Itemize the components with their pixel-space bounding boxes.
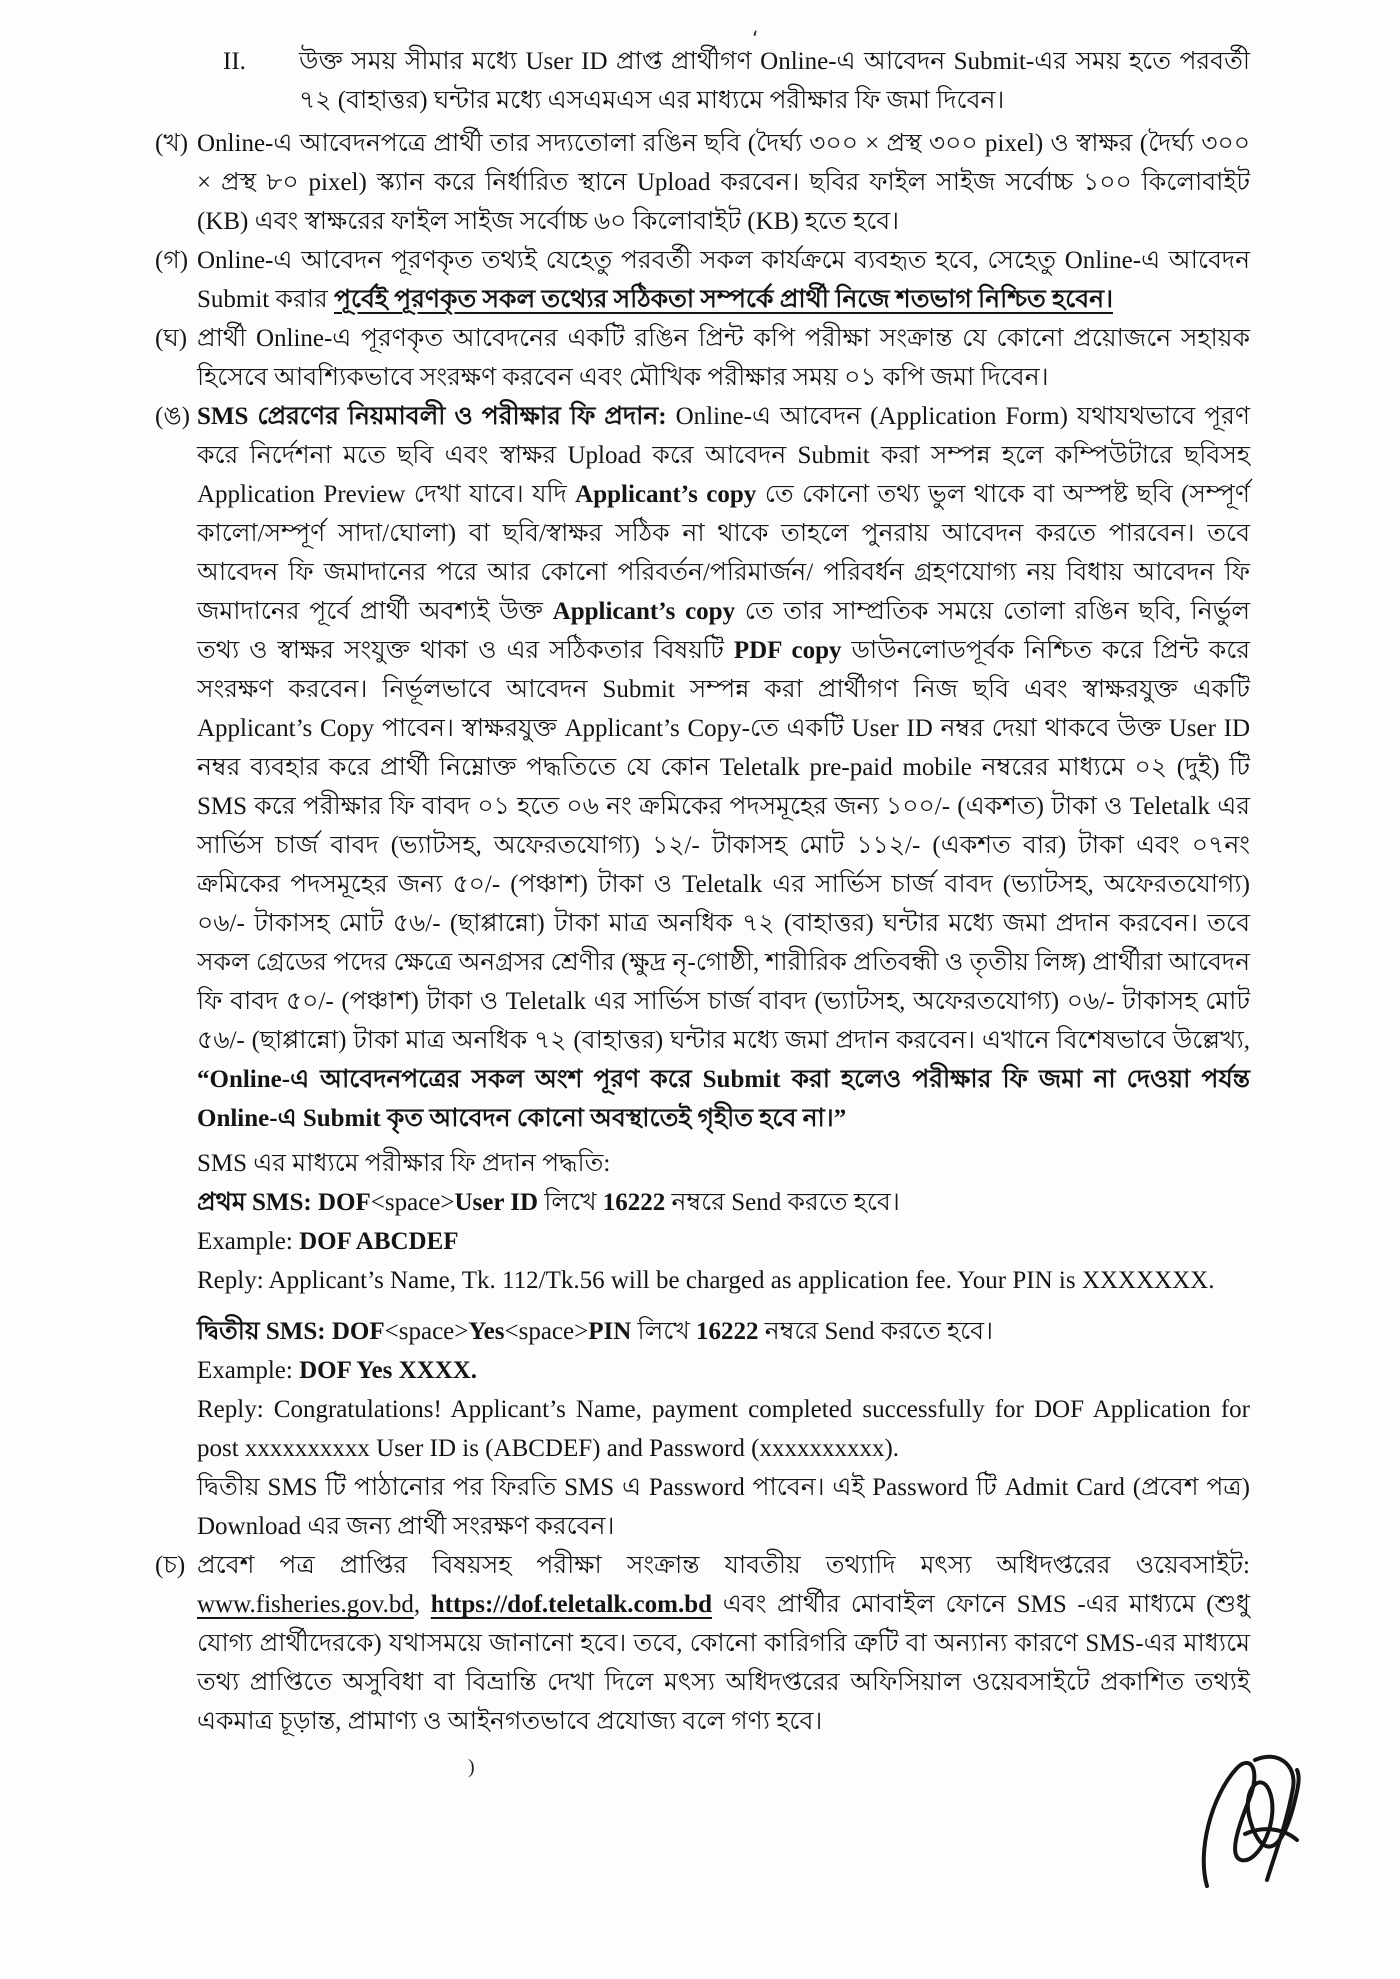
text-segment: PDF copy <box>733 637 842 664</box>
item-text <box>197 124 1250 241</box>
first-sms-line <box>155 1183 1250 1222</box>
item-label: (গ) <box>155 247 189 274</box>
text-segment: প্রার্থী Online-এ পূরণকৃত আবেদনের একটি রঙিন প্রিন্ট কপি পরীক্ষা সংক্রান্ত যে কোনো প্রয়োজনে সহায়ক হিসেবে আবশ্যিকভাবে সংরক্ষণ করবেন এবং মৌখিক পরীক্ষার সময় ০১ কপি জমা দিবেন। <box>197 325 1250 391</box>
text-segment: DOF ABCDEF <box>299 1228 459 1255</box>
item-text <box>197 397 1250 1138</box>
doc-item-ga <box>155 241 1250 319</box>
text-segment: Online-এ আবেদন (Application Form) যথাযথভাবে পূরণ করে নির্দেশনা মতে ছবি এবং স্বাক্ষর Upload করে আবেদন Submit করা সম্পন্ন হলে কম্পিউটারে ছবিসহ Application Preview দেখা যাবে। যদি <box>197 403 1251 508</box>
text-segment: Reply: Congratulations! Applicant’s Name, payment completed successfully for DOF Application for post xxxxxxxxxx User ID is (ABCDEF) and Password (xxxxxxxxxx). <box>197 1396 1250 1462</box>
text-segment: লিখে <box>538 1189 603 1216</box>
text-segment: Reply: Applicant’s Name, Tk. 112/Tk.56 will be charged as application fee. Your PIN is XXXXXXX. <box>197 1267 1215 1294</box>
text-segment: উক্ত সময় সীমার মধ্যে User ID প্রাপ্ত প্রার্থীগণ Online-এ আবেদন Submit-এর সময় হতে পরবর্তী ৭২ (বাহাত্তর) ঘন্টার মধ্যে এসএমএস এর মাধ্যমে পরীক্ষার ফি জমা দিবেন। <box>299 48 1250 114</box>
item-text <box>197 1261 1250 1300</box>
second-sms-line <box>155 1312 1250 1351</box>
text-segment: SMS প্রেরণের নিয়মাবলী ও পরীক্ষার ফি প্রদান: <box>197 403 676 430</box>
doc-item-gha <box>155 319 1250 397</box>
sms-fee-method-heading <box>155 1144 1250 1183</box>
item-text <box>299 42 1250 120</box>
text-segment: নম্বরে Send করতে হবে। <box>665 1189 900 1216</box>
item-text <box>197 319 1250 397</box>
item-text <box>197 1351 1250 1390</box>
text-segment: তে কোনো তথ্য ভুল থাকে বা অস্পষ্ট ছবি (সম্পূর্ণ কালো/সম্পূর্ণ সাদা/ঘোলা) বা ছবি/স্বাক্ষর সঠিক না থাকে তাহলে পুনরায় আবেদন করতে পারবেন। তবে আবেদন ফি জমাদানের পরে আর কোনো পরিবর্তন/পরিমার্জন/ পরিবর্ধন গ্রহণযোগ্য নয় বিধায় আবেদন ফি জমাদানের পূর্বে প্রার্থী অবশ্যই উক্ত <box>197 481 1250 625</box>
text-segment: Online-এ আবেদন পূরণকৃত তথ্যই যেহেতু পরবর্তী সকল কার্যক্রমে ব্যবহৃত হবে, সেহেতু Online-এ আবেদন Submit করার <box>197 247 1250 313</box>
text-segment: Applicant’s copy <box>575 481 757 508</box>
text-segment: <space> <box>370 1189 455 1216</box>
example-2-line <box>155 1351 1250 1390</box>
text-segment: এবং প্রার্থীর মোবাইল ফোনে SMS -এর মাধ্যমে (শুধু যোগ্য প্রার্থীদেরকে) যথাসময়ে জানানো হবে। তবে, কোনো কারিগরি ত্রুটি বা অন্যান্য কারণে SMS-এর মাধ্যমে তথ্য প্রাপ্তিতে অসুবিধা বা বিভ্রান্তি দেখা দিলে মৎস্য অধিদপ্তরের অফিসিয়াল ওয়েবসাইটে প্রকাশিত তথ্যই একমাত্র চূড়ান্ত, প্রামাণ্য ও আইনগতভাবে প্রযোজ্য বলে গণ্য হবে। <box>197 1591 1251 1735</box>
text-segment: User ID <box>454 1189 539 1216</box>
item-text <box>197 1468 1250 1546</box>
text-segment: Applicant’s copy <box>552 598 736 625</box>
item-text <box>197 241 1250 319</box>
text-segment: প্রবেশ পত্র প্রাপ্তির বিষয়সহ পরীক্ষা সংক্রান্ত যাবতীয় তথ্যাদি মৎস্য অধিদপ্তরের ওয়েবসাইট: <box>197 1552 1250 1579</box>
item-text <box>197 1390 1250 1468</box>
doc-item-ii <box>223 42 1250 120</box>
text-segment: লিখে <box>631 1318 697 1345</box>
fisheries-website-link: www.fisheries.gov.bd <box>197 1591 414 1618</box>
item-text <box>197 1183 1250 1222</box>
text-segment: <space> <box>504 1318 589 1345</box>
teletalk-website-link: https://dof.teletalk.com.bd <box>430 1591 713 1618</box>
doc-item-kha <box>155 124 1250 241</box>
item-text <box>197 1222 1250 1261</box>
text-segment: ডাউনলোডপূর্বক নিশ্চিত করে প্রিন্ট করে সংরক্ষণ করবেন। নির্ভূলভাবে আবেদন Submit সম্পন্ন করা প্রার্থীগণ নিজ ছবি এবং স্বাক্ষরযুক্ত একটি Applicant’s Copy পাবেন। স্বাক্ষরযুক্ত Applicant’s Copy-তে একটি User ID নম্বর দেয়া থাকবে উক্ত User ID নম্বর ব্যবহার করে প্রার্থী নিম্নোক্ত পদ্ধতিতে যে কোন Teletalk pre-paid mobile নম্বরের মাধ্যমে ০২ (দুই) টি SMS করে পরীক্ষার ফি বাবদ ০১ হতে ০৬ নং ক্রমিকের পদসমূহের জন্য ১০০/- (একশত) টাকা ও Teletalk এর সার্ভিস চার্জ বাবদ (ভ্যাটসহ, অফেরতযোগ্য) ১২/- টাকাসহ মোট ১১২/- (একশত বার) টাকা এবং ০৭নং ক্রমিকের পদসমূহের জন্য ৫০/- (পঞ্চাশ) টাকা ও Teletalk এর সার্ভিস চার্জ বাবদ (ভ্যাটসহ, অফেরতযোগ্য) ০৬/- টাকাসহ মোট ৫৬/- (ছাপ্পান্নো) টাকা মাত্র অনধিক ৭২ (বাহাত্তর) ঘন্টার মধ্যে জমা প্রদান করবেন। তবে সকল গ্রেডের পদের ক্ষেত্রে অনগ্রসর শ্রেণীর (ক্ষুদ্র নৃ-গোষ্ঠী, শারীরিক প্রতিবন্ধী ও তৃতীয় লিঙ্গ) প্রার্থীরা আবেদন ফি বাবদ ৫০/- (পঞ্চাশ) টাকা ও Teletalk এর সার্ভিস চার্জ বাবদ (ভ্যাটসহ, অফেরতযোগ্য) ০৬/- টাকাসহ মোট ৫৬/- (ছাপ্পান্নো) টাকা মাত্র অনধিক ৭২ (বাহাত্তর) ঘন্টার মধ্যে জমা প্রদান করবেন। এখানে বিশেষভাবে উল্লেখ্য, <box>197 637 1250 1054</box>
text-segment: Yes <box>468 1318 505 1345</box>
doc-item-uma <box>155 397 1250 1138</box>
password-note-line <box>155 1468 1250 1546</box>
text-segment: দ্বিতীয় SMS: DOF <box>197 1318 385 1345</box>
text-segment: <space> <box>384 1318 469 1345</box>
notice-body <box>155 42 1250 1741</box>
item-label: (চ) <box>155 1552 186 1579</box>
text-segment: Example: <box>197 1357 300 1384</box>
text-segment: তে তার সাম্প্রতিক সময়ে তোলা রঙিন ছবি, নির্ভুল তথ্য ও স্বাক্ষর সংযুক্ত থাকা ও এর সঠিকতার বিষয়টি <box>197 598 1250 664</box>
doc-item-cha <box>155 1546 1250 1741</box>
text-segment: 16222 <box>696 1318 759 1345</box>
ink-speck: ) <box>468 1756 475 1778</box>
text-segment: দ্বিতীয় SMS টি পাঠানোর পর ফিরতি SMS এ Password পাবেন। এই Password টি Admit Card (প্রবেশ পত্র) Download এর জন্য প্রার্থী সংরক্ষণ করবেন। <box>197 1474 1250 1540</box>
item-label: (খ) <box>155 130 189 157</box>
item-label: (ঘ) <box>155 325 188 352</box>
text-segment: “Online-এ আবেদনপত্রের সকল অংশ পূরণ করে Submit করা হলেও পরীক্ষার ফি জমা না দেওয়া পর্যন্ত Online-এ Submit কৃত আবেদন কোনো অবস্থাতেই গৃহীত হবে না।” <box>197 1066 1250 1132</box>
reply-2-line <box>155 1390 1250 1468</box>
example-1-line <box>155 1222 1250 1261</box>
text-segment: DOF Yes XXXX. <box>299 1357 478 1384</box>
text-segment: 16222 <box>602 1189 666 1216</box>
item-text <box>197 1312 1250 1351</box>
text-segment: SMS এর মাধ্যমে পরীক্ষার ফি প্রদান পদ্ধতি: <box>197 1150 611 1177</box>
ink-speck: ⸲ <box>752 16 758 38</box>
text-segment: , <box>413 1591 431 1618</box>
signature-scribble <box>1185 1748 1335 1903</box>
text-segment: প্রথম SMS: DOF <box>197 1189 371 1216</box>
text-segment: PIN <box>588 1318 632 1345</box>
item-text <box>197 1546 1250 1741</box>
reply-1-line <box>155 1261 1250 1300</box>
text-segment: Online-এ আবেদনপত্রে প্রার্থী তার সদ্যতোলা রঙিন ছবি (দৈর্ঘ্য ৩০০ × প্রস্থ ৩০০ pixel) ও স্বাক্ষর (দৈর্ঘ্য ৩০০ × প্রস্থ ৮০ pixel) স্ক্যান করে নির্ধারিত স্থানে Upload করবেন। ছবির ফাইল সাইজ সর্বোচ্চ ১০০ কিলোবাইট (KB) এবং স্বাক্ষরের ফাইল সাইজ সর্বোচ্চ ৬০ কিলোবাইট (KB) হতে হবে। <box>197 130 1250 235</box>
text-segment: Example: <box>197 1228 300 1255</box>
text-segment: পূর্বেই পূরণকৃত সকল তথ্যের সঠিকতা সম্পর্কে প্রার্থী নিজে শতভাগ নিশ্চিত হবেন। <box>334 286 1114 313</box>
item-label: II. <box>223 48 246 75</box>
text-segment: নম্বরে Send করতে হবে। <box>758 1318 994 1345</box>
item-label: (ঙ) <box>155 403 190 430</box>
item-text <box>197 1144 1250 1183</box>
